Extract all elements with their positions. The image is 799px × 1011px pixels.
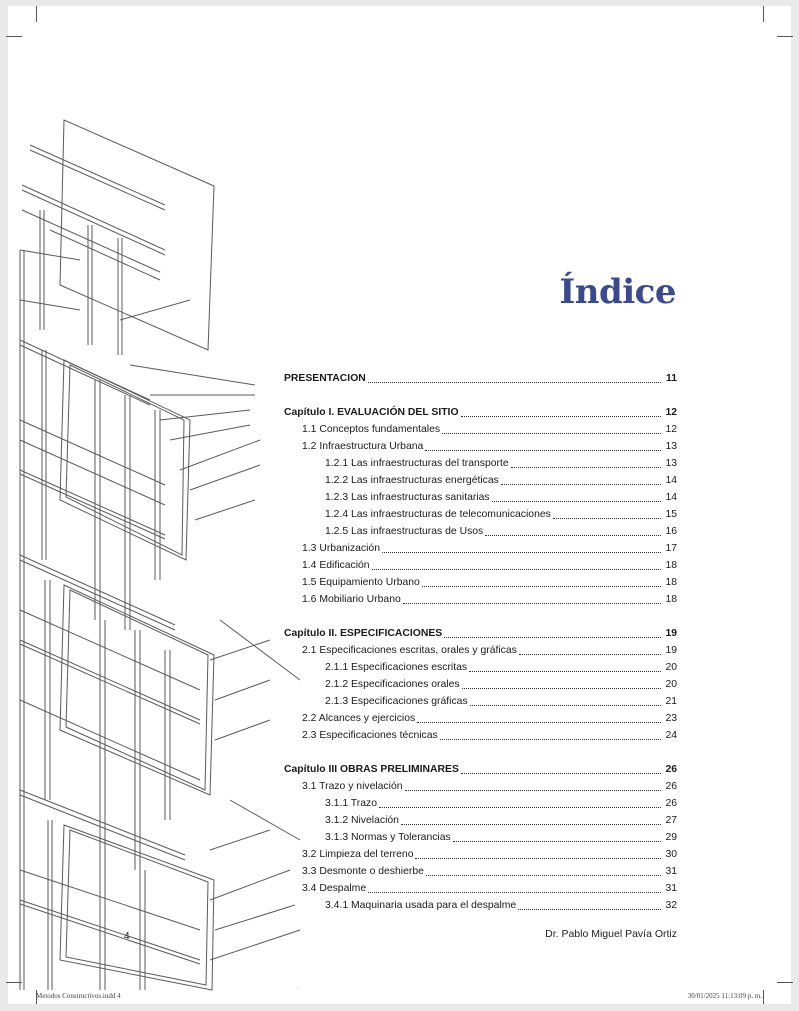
toc-entry[interactable]	[284, 760, 677, 777]
toc-dot-leader	[453, 841, 661, 842]
crop-mark	[777, 36, 793, 37]
toc-entry-page: 18	[665, 560, 677, 571]
toc-entry-label: 1.3 Urbanización	[302, 543, 380, 554]
toc-entry-page: 24	[665, 730, 677, 741]
toc-dot-leader	[518, 909, 661, 910]
toc-entry-label: 2.2 Alcances y ejercicios	[302, 713, 416, 724]
toc-entry-label: 1.1 Conceptos fundamentales	[302, 424, 441, 435]
toc-dot-leader	[401, 824, 661, 825]
toc-entry[interactable]	[284, 624, 677, 641]
toc-entry-label: 3.1.2 Nivelación	[325, 815, 399, 826]
toc-entry-label: 1.4 Edificación	[302, 560, 370, 571]
toc-entry-page: 26	[665, 798, 677, 809]
toc-entry-label: 1.2 Infraestructura Urbana	[302, 441, 424, 452]
toc-dot-leader	[422, 586, 661, 587]
toc-entry-label: 3.1.3 Normas y Tolerancias	[325, 832, 451, 843]
print-slug-filename: Metodos Constructivos.indd 4	[36, 992, 121, 1000]
toc-entry-page: 23	[665, 713, 677, 724]
toc-entry-page: 20	[665, 662, 677, 673]
toc-entry-page: 26	[665, 781, 677, 792]
toc-entry-label: 1.2.5 Las infraestructuras de Usos	[325, 526, 484, 537]
toc-entry[interactable]	[284, 862, 677, 879]
toc-entry-page: 19	[665, 628, 677, 639]
toc-entry-label: 1.6 Mobiliario Urbano	[302, 594, 401, 605]
toc-dot-leader	[553, 518, 661, 519]
toc-entry-page: 16	[665, 526, 677, 537]
toc-entry-label: 3.4 Despalme	[302, 883, 367, 894]
toc-entry[interactable]	[284, 879, 677, 896]
toc-entry[interactable]	[284, 845, 677, 862]
structural-frame-illustration	[0, 0, 320, 1000]
toc-entry[interactable]	[284, 556, 677, 573]
toc-entry[interactable]	[284, 437, 677, 454]
toc-entry-label: Capítulo II. ESPECIFICACIONES	[284, 628, 443, 639]
toc-entry-page: 32	[665, 900, 677, 911]
print-slug-timestamp: 30/01/2025 11:13:09 p. m.	[687, 992, 762, 1000]
toc-dot-leader	[403, 603, 661, 604]
toc-entry-label: 3.3 Desmonte o deshierbe	[302, 866, 424, 877]
toc-dot-leader	[440, 739, 661, 740]
toc-entry-label: 1.2.1 Las infraestructuras del transporte	[325, 458, 509, 469]
toc-entry[interactable]	[284, 896, 677, 913]
toc-dot-leader	[425, 450, 661, 451]
toc-entry[interactable]	[284, 811, 677, 828]
toc-entry[interactable]	[284, 488, 677, 505]
table-of-contents	[284, 369, 677, 913]
toc-entry-page: 27	[665, 815, 677, 826]
toc-dot-leader	[485, 535, 661, 536]
toc-entry[interactable]	[284, 641, 677, 658]
toc-dot-leader	[461, 773, 661, 774]
toc-entry[interactable]	[284, 573, 677, 590]
toc-entry-label: 3.4.1 Maquinaria usada para el despalme	[325, 900, 517, 911]
toc-entry-page: 26	[665, 764, 677, 775]
toc-dot-leader	[511, 467, 661, 468]
toc-dot-leader	[462, 688, 661, 689]
toc-entry-page: 21	[665, 696, 677, 707]
toc-entry-page: 19	[665, 645, 677, 656]
toc-entry-page: 18	[665, 577, 677, 588]
page-number: 4	[124, 931, 130, 942]
crop-mark	[777, 982, 793, 983]
toc-entry-page: 17	[665, 543, 677, 554]
toc-entry-page: 29	[665, 832, 677, 843]
toc-entry-page: 20	[665, 679, 677, 690]
toc-entry[interactable]	[284, 726, 677, 743]
toc-dot-leader	[415, 858, 661, 859]
author-name: Dr. Pablo Miguel Pavía Ortiz	[545, 928, 677, 940]
toc-dot-leader	[368, 382, 661, 383]
toc-entry-label: Capítulo I. EVALUACIÓN DEL SITIO	[284, 407, 459, 418]
toc-entry-page: 31	[665, 866, 677, 877]
toc-entry[interactable]	[284, 454, 677, 471]
toc-dot-leader	[470, 705, 661, 706]
toc-entry-label: 2.1.2 Especificaciones orales	[325, 679, 460, 690]
toc-dot-leader	[501, 484, 661, 485]
toc-entry[interactable]	[284, 505, 677, 522]
toc-entry-page: 14	[665, 475, 677, 486]
crop-mark	[763, 990, 764, 1004]
toc-entry[interactable]	[284, 403, 677, 420]
toc-dot-leader	[469, 671, 661, 672]
toc-entry-label: 3.1 Trazo y nivelación	[302, 781, 403, 792]
toc-entry-label: 3.2 Limpieza del terreno	[302, 849, 414, 860]
toc-entry-page: 12	[665, 424, 677, 435]
toc-entry[interactable]	[284, 675, 677, 692]
toc-dot-leader	[382, 552, 661, 553]
toc-entry-page: 30	[665, 849, 677, 860]
toc-entry-label: 2.1.1 Especificaciones escritas	[325, 662, 468, 673]
toc-entry-label: 2.1 Especificaciones escritas, orales y gráficas	[302, 645, 517, 656]
toc-entry-page: 18	[665, 594, 677, 605]
toc-dot-leader	[461, 416, 661, 417]
toc-entry[interactable]	[284, 828, 677, 845]
toc-entry-label: 1.2.3 Las infraestructuras sanitarias	[325, 492, 490, 503]
toc-entry[interactable]	[284, 794, 677, 811]
toc-entry[interactable]	[284, 522, 677, 539]
toc-entry[interactable]	[284, 777, 677, 794]
toc-entry-page: 12	[665, 407, 677, 418]
toc-entry-label: 1.2.4 Las infraestructuras de telecomunicaciones	[325, 509, 551, 520]
toc-entry-page: 11	[666, 373, 677, 384]
crop-mark	[763, 6, 764, 22]
toc-dot-leader	[417, 722, 661, 723]
toc-entry-page: 14	[665, 492, 677, 503]
toc-entry[interactable]	[284, 471, 677, 488]
toc-dot-leader	[379, 807, 661, 808]
toc-entry-label: 3.1.1 Trazo	[325, 798, 377, 809]
toc-entry-page: 31	[665, 883, 677, 894]
toc-dot-leader	[492, 501, 661, 502]
page-title: Índice	[559, 272, 676, 312]
toc-entry-label: 2.1.3 Especificaciones gráficas	[325, 696, 468, 707]
toc-entry[interactable]	[284, 369, 677, 386]
toc-dot-leader	[519, 654, 661, 655]
toc-entry[interactable]	[284, 709, 677, 726]
toc-entry-label: 1.2.2 Las infraestructuras energéticas	[325, 475, 499, 486]
toc-entry-label: 2.3 Especificaciones técnicas	[302, 730, 438, 741]
toc-entry[interactable]	[284, 658, 677, 675]
toc-entry[interactable]	[284, 692, 677, 709]
toc-dot-leader	[368, 892, 661, 893]
toc-dot-leader	[444, 637, 661, 638]
toc-entry-label: PRESENTACION	[284, 373, 366, 384]
toc-entry[interactable]	[284, 590, 677, 607]
toc-dot-leader	[372, 569, 661, 570]
toc-dot-leader	[442, 433, 661, 434]
toc-entry-page: 13	[665, 458, 677, 469]
toc-dot-leader	[405, 790, 662, 791]
toc-entry[interactable]	[284, 539, 677, 556]
toc-entry-label: 1.5 Equipamiento Urbano	[302, 577, 420, 588]
toc-entry-label: Capítulo III OBRAS PRELIMINARES	[284, 764, 459, 775]
toc-entry-page: 13	[665, 441, 677, 452]
toc-entry-page: 15	[665, 509, 677, 520]
toc-entry[interactable]	[284, 420, 677, 437]
toc-dot-leader	[426, 875, 661, 876]
print-slug-mark: ·	[297, 986, 299, 992]
